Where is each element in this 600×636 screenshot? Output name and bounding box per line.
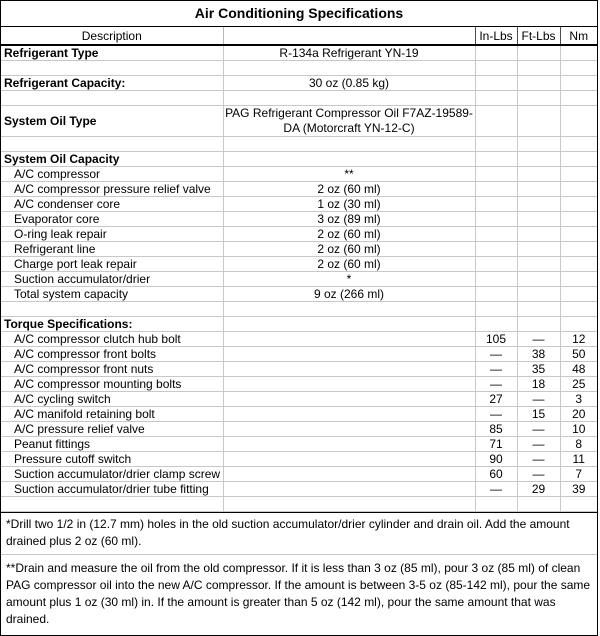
spec-value: PAG Refrigerant Compressor Oil F7AZ-19589-DA (Motorcraft YN-12-C) [223, 106, 475, 137]
spec-ft-lbs [517, 287, 560, 302]
spec-row [1, 227, 597, 242]
spacer-row [1, 91, 597, 106]
spec-description: Evaporator core [1, 212, 223, 227]
spec-value [223, 137, 475, 152]
spec-value [223, 392, 475, 407]
spec-value: 2 oz (60 ml) [223, 182, 475, 197]
spec-row [1, 257, 597, 272]
spec-value: 3 oz (89 ml) [223, 212, 475, 227]
spec-in-lbs [475, 227, 517, 242]
spec-row [1, 437, 597, 452]
spec-value [223, 407, 475, 422]
spec-value [223, 152, 475, 167]
spec-in-lbs: 60 [475, 467, 517, 482]
spec-in-lbs: — [475, 347, 517, 362]
spec-in-lbs [475, 137, 517, 152]
spec-value: 2 oz (60 ml) [223, 242, 475, 257]
spec-description: A/C compressor front bolts [1, 347, 223, 362]
spec-value [223, 452, 475, 467]
spec-description: A/C cycling switch [1, 392, 223, 407]
spec-ft-lbs: — [517, 467, 560, 482]
spec-ft-lbs: 29 [517, 482, 560, 497]
spec-ft-lbs: 35 [517, 362, 560, 377]
spec-nm [560, 106, 597, 137]
spec-value [223, 497, 475, 512]
spec-description: Suction accumulator/drier tube fitting [1, 482, 223, 497]
spec-value [223, 377, 475, 392]
spec-in-lbs: — [475, 377, 517, 392]
spec-nm: 3 [560, 392, 597, 407]
footnote-double-asterisk: **Drain and measure the oil from the old compressor. If it is less than 3 oz (85 ml), pour 3 oz (85 ml) of clean PAG compressor oil into the new A/C compressor. If the amount is between 3-5 oz (85-142 ml), pour the same amount plus 1 oz (30 ml) in. If the amount is greater than 5 oz (142 ml), pour the same amount that was drained. [1, 554, 597, 635]
spec-row [1, 182, 597, 197]
column-header-value [223, 27, 475, 45]
spec-row [1, 452, 597, 467]
spec-description [1, 61, 223, 76]
spec-value: R-134a Refrigerant YN-19 [223, 45, 475, 61]
spacer-row [1, 61, 597, 76]
spec-nm: 39 [560, 482, 597, 497]
spec-value [223, 302, 475, 317]
footnotes-section [1, 512, 597, 635]
spec-description: Refrigerant line [1, 242, 223, 257]
spec-value [223, 437, 475, 452]
spec-row [1, 467, 597, 482]
spec-table-body [1, 45, 597, 512]
spec-nm [560, 76, 597, 91]
spec-in-lbs: — [475, 482, 517, 497]
spec-in-lbs [475, 152, 517, 167]
spec-in-lbs [475, 317, 517, 332]
spec-ft-lbs [517, 45, 560, 61]
spec-ft-lbs [517, 91, 560, 106]
spec-value: ** [223, 167, 475, 182]
spec-nm: 48 [560, 362, 597, 377]
spec-value [223, 61, 475, 76]
spec-nm [560, 302, 597, 317]
spec-ft-lbs [517, 167, 560, 182]
spec-nm [560, 152, 597, 167]
spec-row [1, 197, 597, 212]
spec-in-lbs [475, 182, 517, 197]
spec-ft-lbs [517, 76, 560, 91]
spec-description: Refrigerant Capacity: [1, 76, 223, 91]
spec-in-lbs [475, 272, 517, 287]
spec-description: System Oil Capacity [1, 152, 223, 167]
spec-ft-lbs [517, 257, 560, 272]
spec-ft-lbs: — [517, 392, 560, 407]
spec-row [1, 272, 597, 287]
spec-description: A/C manifold retaining bolt [1, 407, 223, 422]
spec-value: 2 oz (60 ml) [223, 227, 475, 242]
spacer-row [1, 302, 597, 317]
spec-row [1, 76, 597, 91]
spec-row [1, 362, 597, 377]
spec-ft-lbs: 15 [517, 407, 560, 422]
spec-row [1, 377, 597, 392]
column-header-nm: Nm [560, 27, 597, 45]
spec-value: * [223, 272, 475, 287]
spec-value [223, 317, 475, 332]
spec-ft-lbs: — [517, 422, 560, 437]
spec-nm [560, 497, 597, 512]
spec-nm [560, 61, 597, 76]
spec-description: Suction accumulator/drier clamp screw [1, 467, 223, 482]
spec-nm: 12 [560, 332, 597, 347]
spec-nm: 7 [560, 467, 597, 482]
spec-ft-lbs: — [517, 332, 560, 347]
spec-nm: 8 [560, 437, 597, 452]
spec-ft-lbs: 18 [517, 377, 560, 392]
spec-ft-lbs [517, 197, 560, 212]
spec-ft-lbs [517, 182, 560, 197]
spec-in-lbs [475, 197, 517, 212]
spec-table [1, 27, 597, 512]
spec-description: A/C compressor mounting bolts [1, 377, 223, 392]
spec-ft-lbs [517, 137, 560, 152]
spec-ft-lbs: — [517, 452, 560, 467]
spec-in-lbs [475, 302, 517, 317]
spec-ft-lbs [517, 227, 560, 242]
spec-value: 30 oz (0.85 kg) [223, 76, 475, 91]
spec-value [223, 91, 475, 106]
spec-in-lbs: — [475, 407, 517, 422]
spec-description: O-ring leak repair [1, 227, 223, 242]
spec-row [1, 347, 597, 362]
spec-row [1, 152, 597, 167]
spec-nm: 25 [560, 377, 597, 392]
spec-in-lbs [475, 91, 517, 106]
spec-in-lbs: 90 [475, 452, 517, 467]
spec-ft-lbs [517, 212, 560, 227]
spec-value [223, 347, 475, 362]
spec-in-lbs [475, 76, 517, 91]
spec-description [1, 91, 223, 106]
column-header-ft-lbs: Ft-Lbs [517, 27, 560, 45]
spec-nm [560, 197, 597, 212]
spec-description: Pressure cutoff switch [1, 452, 223, 467]
spec-value: 2 oz (60 ml) [223, 257, 475, 272]
spec-row [1, 407, 597, 422]
spec-in-lbs [475, 45, 517, 61]
spec-in-lbs [475, 257, 517, 272]
spec-nm: 50 [560, 347, 597, 362]
spec-description: A/C compressor [1, 167, 223, 182]
spec-in-lbs [475, 497, 517, 512]
spec-nm: 11 [560, 452, 597, 467]
spec-ft-lbs [517, 272, 560, 287]
spec-in-lbs [475, 61, 517, 76]
spec-in-lbs: 85 [475, 422, 517, 437]
spec-description: A/C compressor pressure relief valve [1, 182, 223, 197]
spec-nm [560, 227, 597, 242]
spec-in-lbs [475, 242, 517, 257]
spec-value: 1 oz (30 ml) [223, 197, 475, 212]
spec-nm [560, 91, 597, 106]
spec-nm [560, 137, 597, 152]
spec-description: System Oil Type [1, 106, 223, 137]
spec-description: Total system capacity [1, 287, 223, 302]
spec-description [1, 302, 223, 317]
spec-row [1, 422, 597, 437]
spec-value [223, 482, 475, 497]
spec-nm [560, 212, 597, 227]
spec-row [1, 482, 597, 497]
spec-in-lbs: — [475, 362, 517, 377]
spec-description: A/C compressor clutch hub bolt [1, 332, 223, 347]
spec-description: Torque Specifications: [1, 317, 223, 332]
spec-row [1, 392, 597, 407]
spec-description: A/C condenser core [1, 197, 223, 212]
spec-nm [560, 287, 597, 302]
spec-in-lbs [475, 167, 517, 182]
spec-value [223, 332, 475, 347]
page-title: Air Conditioning Specifications [1, 1, 597, 27]
spec-ft-lbs [517, 497, 560, 512]
spec-table-header [1, 27, 597, 45]
spec-description: Peanut fittings [1, 437, 223, 452]
spec-description: Charge port leak repair [1, 257, 223, 272]
spec-row [1, 212, 597, 227]
spec-description: Refrigerant Type [1, 45, 223, 61]
spec-nm [560, 242, 597, 257]
spec-value [223, 362, 475, 377]
column-header-in-lbs: In-Lbs [475, 27, 517, 45]
spec-nm [560, 317, 597, 332]
spec-row [1, 242, 597, 257]
spec-in-lbs [475, 106, 517, 137]
spec-in-lbs: 71 [475, 437, 517, 452]
spec-nm [560, 257, 597, 272]
spec-ft-lbs [517, 317, 560, 332]
spec-row [1, 287, 597, 302]
spec-ft-lbs: 38 [517, 347, 560, 362]
spec-nm [560, 45, 597, 61]
spec-value: 9 oz (266 ml) [223, 287, 475, 302]
spec-ft-lbs [517, 152, 560, 167]
spec-description: Suction accumulator/drier [1, 272, 223, 287]
spec-row [1, 167, 597, 182]
spec-in-lbs [475, 212, 517, 227]
column-header-description: Description [1, 27, 223, 45]
spec-in-lbs: 27 [475, 392, 517, 407]
spec-ft-lbs [517, 242, 560, 257]
spec-nm: 10 [560, 422, 597, 437]
spacer-row [1, 497, 597, 512]
spec-description: A/C compressor front nuts [1, 362, 223, 377]
spec-ft-lbs [517, 106, 560, 137]
spec-description [1, 497, 223, 512]
spec-nm: 20 [560, 407, 597, 422]
spec-row [1, 332, 597, 347]
spec-value [223, 467, 475, 482]
spec-nm [560, 182, 597, 197]
spec-description: A/C pressure relief valve [1, 422, 223, 437]
spec-in-lbs: 105 [475, 332, 517, 347]
spec-row [1, 45, 597, 61]
spec-ft-lbs: — [517, 437, 560, 452]
spec-description [1, 137, 223, 152]
spec-nm [560, 167, 597, 182]
spec-ft-lbs [517, 302, 560, 317]
spacer-row [1, 137, 597, 152]
spec-value [223, 422, 475, 437]
spec-row [1, 317, 597, 332]
spec-nm [560, 272, 597, 287]
spec-ft-lbs [517, 61, 560, 76]
spec-in-lbs [475, 287, 517, 302]
header-row [1, 27, 597, 45]
spec-row [1, 106, 597, 137]
footnote-single-asterisk: *Drill two 1/2 in (12.7 mm) holes in the old suction accumulator/drier cylinder and drain oil. Add the amount drained plus 2 oz (60 ml). [6, 517, 570, 548]
